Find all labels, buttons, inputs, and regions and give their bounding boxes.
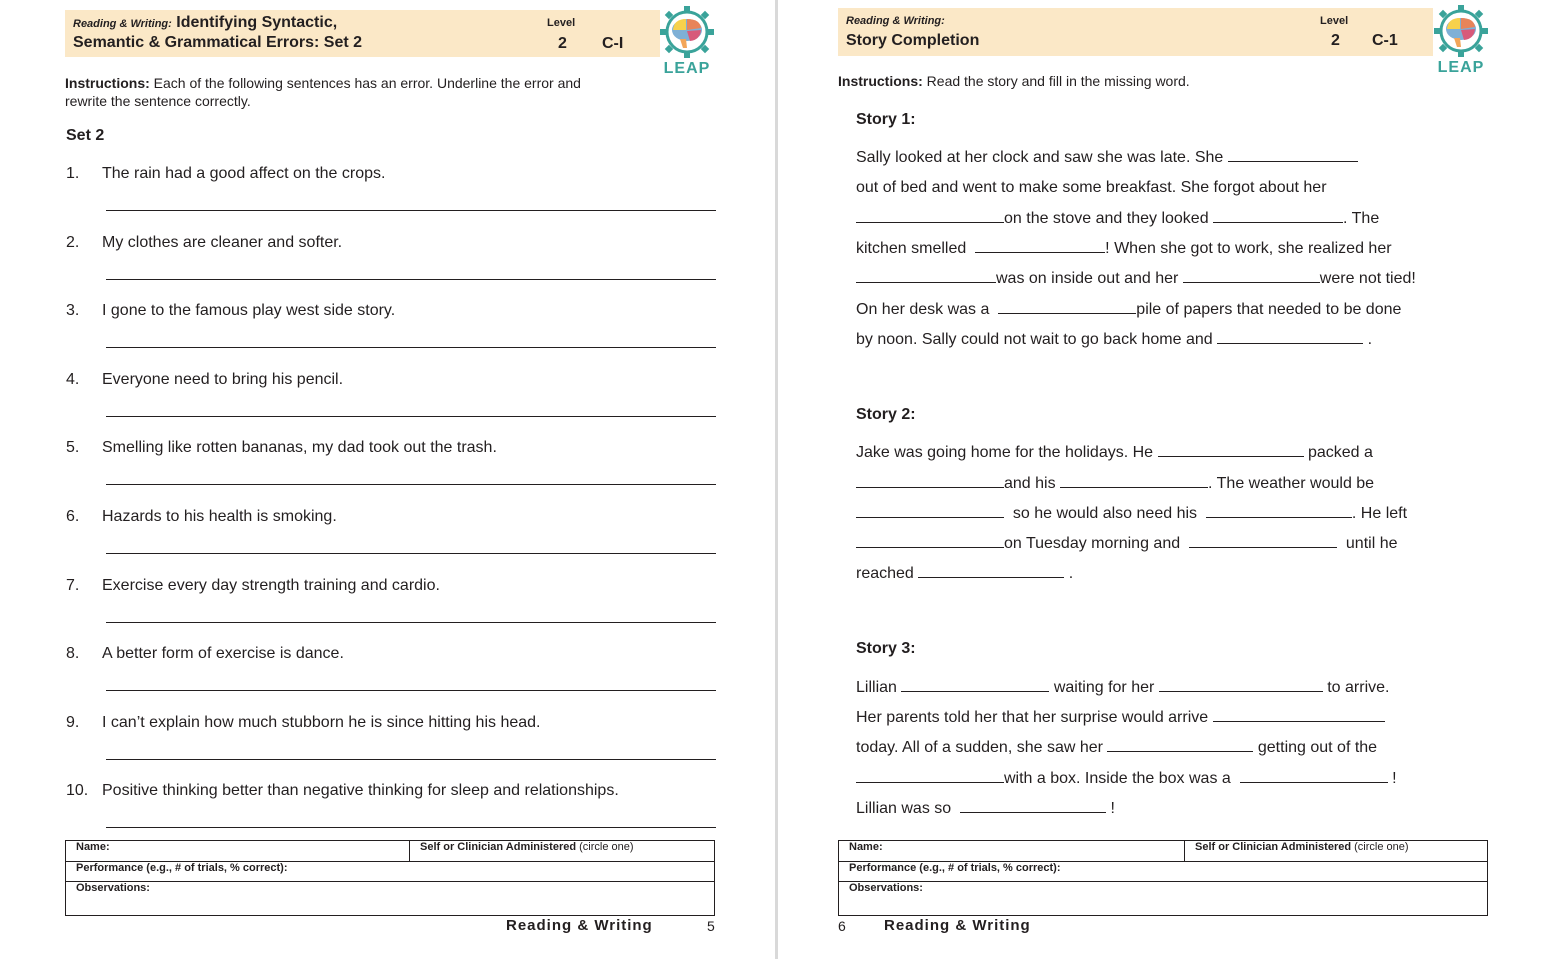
instructions-label: Instructions: [838, 73, 923, 89]
item-number: 2. [66, 234, 80, 251]
page-footer-title: Reading & Writing [506, 917, 653, 934]
answer-line[interactable] [106, 347, 716, 348]
story-3-line: with a box. Inside the box was a ! [856, 769, 1397, 788]
level-label: Level [547, 17, 576, 29]
fill-in-blank[interactable] [1060, 474, 1208, 488]
leap-logo-text: LEAP [663, 60, 711, 77]
story-3-title: Story 3: [856, 640, 916, 657]
story-1-title: Story 1: [856, 111, 916, 128]
fill-in-blank[interactable] [856, 269, 996, 283]
level-code: C-1 [1372, 32, 1398, 49]
story-1-line: on the stove and they looked . The [856, 209, 1379, 228]
page-footer-title: Reading & Writing [884, 917, 1031, 934]
page-number: 6 [838, 918, 846, 934]
item-sentence: I can’t explain how much stubborn he is since hitting his head. [102, 714, 541, 731]
list-item [66, 645, 716, 665]
leap-logo-text: LEAP [1437, 59, 1485, 76]
list-item [66, 577, 716, 597]
name-field-label: Name: [849, 841, 883, 853]
administration-table [65, 840, 715, 916]
story-2-line: reached . [856, 565, 1074, 582]
fill-in-blank[interactable] [1159, 678, 1323, 692]
item-number: 6. [66, 508, 80, 525]
fill-in-blank[interactable] [975, 239, 1105, 253]
circle-one-note: (circle one) [1354, 841, 1409, 853]
item-sentence: Positive thinking better than negative thinking for sleep and relationships. [102, 782, 619, 799]
header-title: Story Completion [846, 32, 980, 49]
fill-in-blank[interactable] [856, 474, 1004, 488]
item-number: 7. [66, 577, 80, 594]
fill-in-blank[interactable] [1189, 534, 1337, 548]
header-title-line1: Identifying Syntactic, [176, 14, 338, 31]
story-3-line: Her parents told her that her surprise would arrive [856, 708, 1385, 727]
item-sentence: Smelling like rotten bananas, my dad took out the trash. [102, 439, 497, 456]
story-3-line: Lillian was so ! [856, 800, 1115, 817]
list-item [66, 782, 716, 802]
story-1-line: out of bed and went to make some breakfast. She forgot about her [856, 179, 1327, 196]
name-field-label: Name: [76, 841, 110, 853]
story-2-line: on Tuesday morning and until he [856, 534, 1398, 553]
instructions [65, 74, 645, 110]
item-sentence: Exercise every day strength training and cardio. [102, 577, 440, 594]
answer-line[interactable] [106, 279, 716, 280]
story-1-line: Sally looked at her clock and saw she was late. She [856, 148, 1358, 167]
instructions [838, 72, 1190, 90]
answer-line[interactable] [106, 690, 716, 691]
header-title-line2: Semantic & Grammatical Errors: Set 2 [73, 34, 363, 51]
worksheet-header [838, 8, 1433, 56]
story-2-line: and his . The weather would be [856, 474, 1374, 493]
item-sentence: Hazards to his health is smoking. [102, 508, 337, 525]
story-1-line: On her desk was a pile of papers that needed to be done [856, 301, 1402, 318]
list-item [66, 508, 716, 528]
list-item [66, 714, 716, 734]
instructions-label: Instructions: [65, 75, 150, 91]
administration-table [838, 840, 1488, 916]
story-3-line: Lillian waiting for her to arrive. [856, 679, 1390, 696]
answer-line[interactable] [106, 416, 716, 417]
fill-in-blank[interactable] [1158, 443, 1304, 457]
administered-label: Self or Clinician Administered [1195, 841, 1352, 853]
fill-in-blank[interactable] [918, 564, 1064, 578]
item-sentence: A better form of exercise is dance. [102, 645, 344, 662]
level-number: 2 [1331, 32, 1340, 49]
fill-in-blank[interactable] [901, 678, 1049, 692]
circle-one-note: (circle one) [579, 841, 634, 853]
answer-line[interactable] [106, 759, 716, 760]
item-sentence: The rain had a good affect on the crops. [102, 165, 386, 182]
gear-brain-icon [1430, 3, 1492, 59]
fill-in-blank[interactable] [856, 504, 1004, 518]
list-item [66, 371, 716, 391]
story-2-title: Story 2: [856, 406, 916, 423]
fill-in-blank[interactable] [1217, 330, 1363, 344]
answer-line[interactable] [106, 553, 716, 554]
item-number: 4. [66, 371, 80, 388]
performance-field-label: Performance (e.g., # of trials, % correct): [76, 862, 288, 874]
worksheet-header [65, 10, 660, 57]
fill-in-blank[interactable] [1107, 738, 1253, 752]
set-title: Set 2 [66, 127, 105, 144]
instructions-text: Read the story and fill in the missing word. [926, 73, 1190, 89]
fill-in-blank[interactable] [1213, 708, 1385, 722]
item-number: 5. [66, 439, 80, 456]
fill-in-blank[interactable] [1183, 269, 1320, 283]
item-sentence: I gone to the famous play west side story. [102, 302, 396, 319]
story-1-line: kitchen smelled ! When she got to work, she realized her [856, 240, 1392, 257]
header-category: Reading & Writing: [846, 15, 945, 27]
fill-in-blank[interactable] [1240, 769, 1388, 783]
list-item [66, 165, 716, 185]
administered-label: Self or Clinician Administered [420, 841, 577, 853]
fill-in-blank[interactable] [856, 769, 1004, 783]
story-3-line: today. All of a sudden, she saw her getting out of the [856, 739, 1378, 756]
observations-field-label: Observations: [76, 882, 150, 894]
observations-field-label: Observations: [849, 882, 923, 894]
item-number: 10. [66, 782, 89, 799]
fill-in-blank[interactable] [856, 209, 1004, 223]
item-number: 8. [66, 645, 80, 662]
answer-line[interactable] [106, 622, 716, 623]
item-number: 3. [66, 302, 80, 319]
story-2-line: so he would also need his . He left [856, 504, 1407, 523]
header-category: Reading & Writing: [73, 18, 172, 30]
level-number: 2 [558, 35, 567, 52]
fill-in-blank[interactable] [856, 534, 1004, 548]
list-item [66, 439, 716, 459]
answer-line[interactable] [106, 484, 716, 485]
fill-in-blank[interactable] [998, 300, 1136, 314]
list-item [66, 302, 716, 322]
answer-line[interactable] [106, 210, 716, 211]
leap-logo [1430, 3, 1492, 77]
item-number: 1. [66, 165, 80, 182]
level-label: Level [1320, 15, 1349, 27]
performance-field-label: Performance (e.g., # of trials, % correct): [849, 862, 1061, 874]
instructions-text-line2: rewrite the sentence correctly. [65, 93, 251, 109]
story-2-line: Jake was going home for the holidays. He packed a [856, 444, 1373, 461]
instructions-text-line1: Each of the following sentences has an error. Underline the error and [153, 75, 581, 91]
fill-in-blank[interactable] [1228, 148, 1358, 162]
item-sentence: My clothes are cleaner and softer. [102, 234, 343, 251]
answer-line[interactable] [106, 827, 716, 828]
story-1-line: by noon. Sally could not wait to go back home and . [856, 331, 1373, 348]
level-code: C-I [602, 35, 624, 52]
worksheet-page-6 [778, 0, 1550, 959]
item-sentence: Everyone need to bring his pencil. [102, 371, 344, 388]
fill-in-blank[interactable] [1213, 209, 1343, 223]
leap-logo [656, 4, 718, 78]
page-number: 5 [707, 918, 715, 934]
fill-in-blank[interactable] [960, 799, 1106, 813]
list-item [66, 234, 716, 254]
gear-brain-icon [656, 4, 718, 60]
fill-in-blank[interactable] [1206, 504, 1352, 518]
item-number: 9. [66, 714, 80, 731]
story-1-line: was on inside out and her were not tied! [856, 269, 1416, 288]
